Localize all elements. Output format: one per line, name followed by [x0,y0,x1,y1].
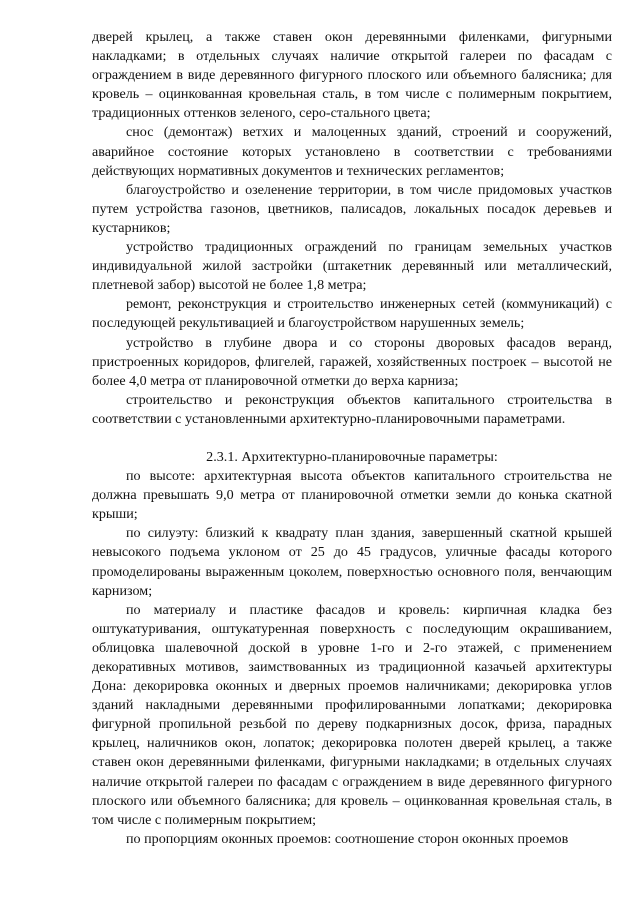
paragraph-facade-materials-continued: дверей крылец, а также ставен окон деревянными филенками, фигурными накладками; в отдельных случаях наличие открытой галереи по фасадам с ограждением в виде деревянного фигурного плоского или объемного балясника; для кровель – оцинкованная кровельная сталь, в том числе с полимерным покрытием, традиционных оттенков зеленого, серо-стального цвета; [92,29,612,122]
paragraph-fencing: устройство традиционных ограждений по границам земельных участков индивидуальной жилой застройки (штакетник деревянный или металлический, плетневой забор) высотой не более 1,8 метра; [92,239,612,294]
paragraph-facade-material: по материалу и пластике фасадов и кровель: кирпичная кладка без оштукатуривания, оштукатуренная поверхность с последующим окрашиванием, облицовка шалевочной доской в уровне 1-го и 2-го этажей, с применением декоративных мотивов, заимствованных из традиционной казачьей архитектуры Дона: декорировка оконных и дверных проемов наличниками; декорировка углов зданий накладными деревянными профилированными лопатками; декорировка фигурной пропильной резьбой по дереву подкарнизных досок, фриза, парадных крылец, наличников окон, лопаток; декорировка полотен дверей крылец, а также ставен окон деревянными филенками, фигурными накладками; в отдельных случаях наличие открытой галереи по фасадам с ограждением в виде деревянного фигурного плоского или объемного балясника; для кровель – оцинкованная кровельная сталь, в том числе с полимерным покрытием; [92,601,612,828]
paragraph-yard-buildings: устройство в глубине двора и со стороны дворовых фасадов веранд, пристроенных коридоров, флигелей, гаражей, хозяйственных построек – высотой не более 4,0 метра от планировочной отметки до верха карниза; [92,334,612,389]
paragraph-landscaping: благоустройство и озеленение территории, в том числе придомовых участков путем устройства газонов, цветников, палисадов, локальных посадок деревьев и кустарников; [92,181,612,236]
paragraph-utility-networks: ремонт, реконструкция и строительство инженерных сетей (коммуникаций) с последующей рекультивацией и благоустройством нарушенных земель; [92,296,612,332]
paragraph-height: по высоте: архитектурная высота объектов капитального строительства не должна превышать 9,0 метра от планировочной отметки земли до конька скатной крыши; [92,468,612,523]
paragraph-window-proportions: по пропорциям оконных проемов: соотношение сторон оконных проемов [126,830,569,847]
paragraph-silhouette: по силуэту: близкий к квадрату план здания, завершенный скатной крышей невысокого подъема уклоном от 25 до 45 градусов, уличные фасады которого промоделированы выраженным цоколем, поверхностью основного поля, венчающим карнизом; [92,525,612,599]
document-body [92,28,612,849]
paragraph-construction: строительство и реконструкция объектов капитального строительства в соответствии с установленными архитектурно-планировочными параметрами. [92,391,612,427]
section-heading: 2.3.1. Архитектурно-планировочные параметры: [206,448,498,465]
paragraph-demolition: снос (демонтаж) ветхих и малоценных зданий, строений и сооружений, аварийное состояние которых установлено в соответствии с требованиями действующих нормативных документов и технических регламентов; [92,124,612,179]
